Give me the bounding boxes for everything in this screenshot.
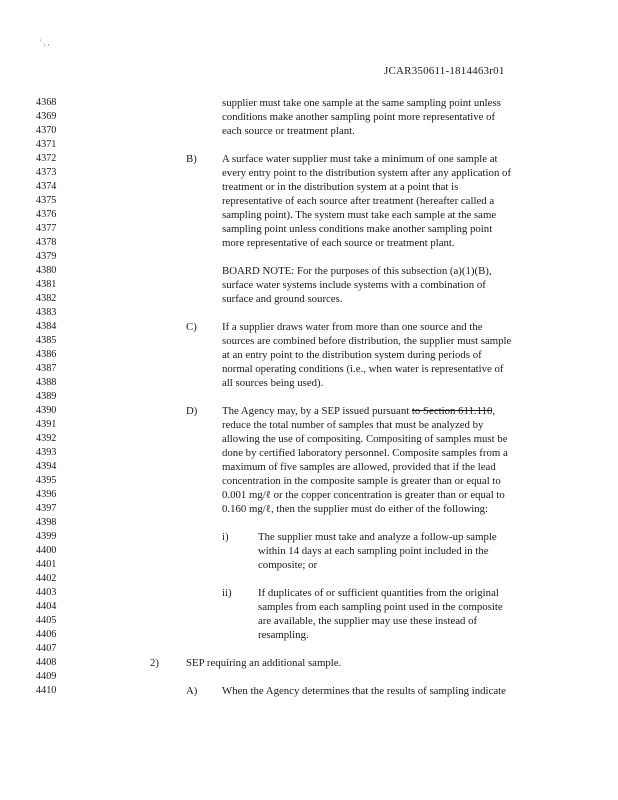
line-number: 4373 — [36, 167, 57, 178]
para-c-line: sources are combined before distribution, the supplier must sample — [222, 335, 512, 347]
para-b-line: A surface water supplier must take a minimum of one sample at — [222, 153, 498, 165]
board-note-line: surface and ground sources. — [222, 293, 343, 305]
line-number: 4379 — [36, 251, 57, 262]
line-number: 4410 — [36, 685, 57, 696]
struck-text: to Section 611.110 — [411, 405, 493, 417]
line-number: 4386 — [36, 349, 57, 360]
line-number: 4397 — [36, 503, 57, 514]
para-d-line: done by certified laboratory personnel. Composite samples from a — [222, 447, 508, 459]
line-number: 4408 — [36, 657, 57, 668]
line-number: 4399 — [36, 531, 57, 542]
para-d-ii-line: If duplicates of or sufficient quantities from the original — [258, 587, 499, 599]
para-d-line: concentration in the composite sample is greater than or equal to — [222, 475, 501, 487]
para-d-marker: D) — [186, 405, 198, 417]
document-id-header: JCAR350611-1814463r01 — [384, 65, 505, 77]
para-d-i-marker: i) — [222, 531, 229, 543]
board-note-line: surface water systems include systems with a combination of — [222, 279, 486, 291]
line-number: 4402 — [36, 573, 57, 584]
line-number: 4368 — [36, 97, 57, 108]
para-b-line: every entry point to the distribution system after any application of — [222, 167, 512, 179]
line-number: 4406 — [36, 629, 57, 640]
para-a-line: supplier must take one sample at the same sampling point unless — [222, 97, 501, 109]
para-a-line: each source or treatment plant. — [222, 125, 355, 137]
line-number: 4405 — [36, 615, 57, 626]
para-c-marker: C) — [186, 321, 197, 333]
line-number: 4383 — [36, 307, 57, 318]
line-number: 4372 — [36, 153, 57, 164]
line-number: 4389 — [36, 391, 57, 402]
para-c-line: normal operating conditions (i.e., when water is representative of — [222, 363, 504, 375]
line-number: 4403 — [36, 587, 57, 598]
para-d-ii-line: are available, the supplier may use these instead of — [258, 615, 478, 627]
line-number: 4380 — [36, 265, 57, 276]
para-b-line: sampling point). The system must take each sample at the same — [222, 209, 497, 221]
para-d-line: 0.160 mg/ℓ, then the supplier must do either of the following: — [222, 503, 489, 515]
line-number: 4378 — [36, 237, 57, 248]
scan-corner-marks: ' , , — [40, 38, 50, 47]
line-numbers-column — [36, 96, 66, 698]
para-d-first-end: , — [492, 405, 496, 417]
line-number: 4404 — [36, 601, 57, 612]
para-b-line: representative of each source after treatment (hereafter called a — [222, 195, 495, 207]
line-number: 4400 — [36, 545, 57, 556]
line-number: 4371 — [36, 139, 57, 150]
item-2a-text: When the Agency determines that the results of sampling indicate — [222, 685, 506, 697]
line-number: 4398 — [36, 517, 57, 528]
para-d-line: reduce the total number of samples that must be analyzed by — [222, 419, 484, 431]
para-d-line: allowing the use of compositing. Compositing of samples must be — [222, 433, 508, 445]
para-b-line: sampling point unless conditions make another sampling point — [222, 223, 493, 235]
line-number: 4395 — [36, 475, 57, 486]
line-number: 4391 — [36, 419, 57, 430]
item-2-text: SEP requiring an additional sample. — [186, 657, 342, 669]
line-number: 4374 — [36, 181, 57, 192]
line-number: 4381 — [36, 279, 57, 290]
line-number: 4393 — [36, 447, 57, 458]
para-d-first-line — [222, 404, 495, 418]
para-d-i-line: within 14 days at each sampling point included in the — [258, 545, 489, 557]
item-2a-marker: A) — [186, 685, 198, 697]
para-c-line: If a supplier draws water from more than one source and the — [222, 321, 483, 333]
line-number: 4409 — [36, 671, 57, 682]
para-b-line: more representative of each source or treatment plant. — [222, 237, 455, 249]
para-d-first-plain: The Agency may, by a SEP issued pursuant — [222, 405, 412, 417]
line-number: 4396 — [36, 489, 57, 500]
para-d-ii-line: resampling. — [258, 629, 309, 641]
line-number: 4385 — [36, 335, 57, 346]
line-number: 4377 — [36, 223, 57, 234]
board-note-line: BOARD NOTE: For the purposes of this subsection (a)(1)(B), — [222, 265, 492, 277]
line-number: 4388 — [36, 377, 57, 388]
para-b-marker: B) — [186, 153, 197, 165]
para-d-i-line: composite; or — [258, 559, 318, 571]
line-number: 4407 — [36, 643, 57, 654]
para-d-line: 0.001 mg/ℓ or the copper concentration is greater than or equal to — [222, 489, 505, 501]
para-a-line: conditions make another sampling point more representative of — [222, 111, 496, 123]
para-d-line: maximum of five samples are allowed, provided that if the lead — [222, 461, 496, 473]
para-b-line: treatment or in the distribution system at a point that is — [222, 181, 459, 193]
line-number: 4376 — [36, 209, 57, 220]
para-d-ii-marker: ii) — [222, 587, 232, 599]
line-number: 4390 — [36, 405, 57, 416]
para-d-ii-line: samples from each sampling point used in the composite — [258, 601, 503, 613]
line-number: 4392 — [36, 433, 57, 444]
para-d-i-line: The supplier must take and analyze a follow-up sample — [258, 531, 497, 543]
line-number: 4375 — [36, 195, 57, 206]
item-2-marker: 2) — [150, 657, 159, 669]
line-number: 4384 — [36, 321, 57, 332]
para-c-line: all sources being used). — [222, 377, 324, 389]
line-number: 4387 — [36, 363, 57, 374]
line-number: 4401 — [36, 559, 57, 570]
line-number: 4370 — [36, 125, 57, 136]
line-number: 4382 — [36, 293, 57, 304]
line-number: 4394 — [36, 461, 57, 472]
para-c-line: at an entry point to the distribution system during periods of — [222, 349, 482, 361]
line-number: 4369 — [36, 111, 57, 122]
